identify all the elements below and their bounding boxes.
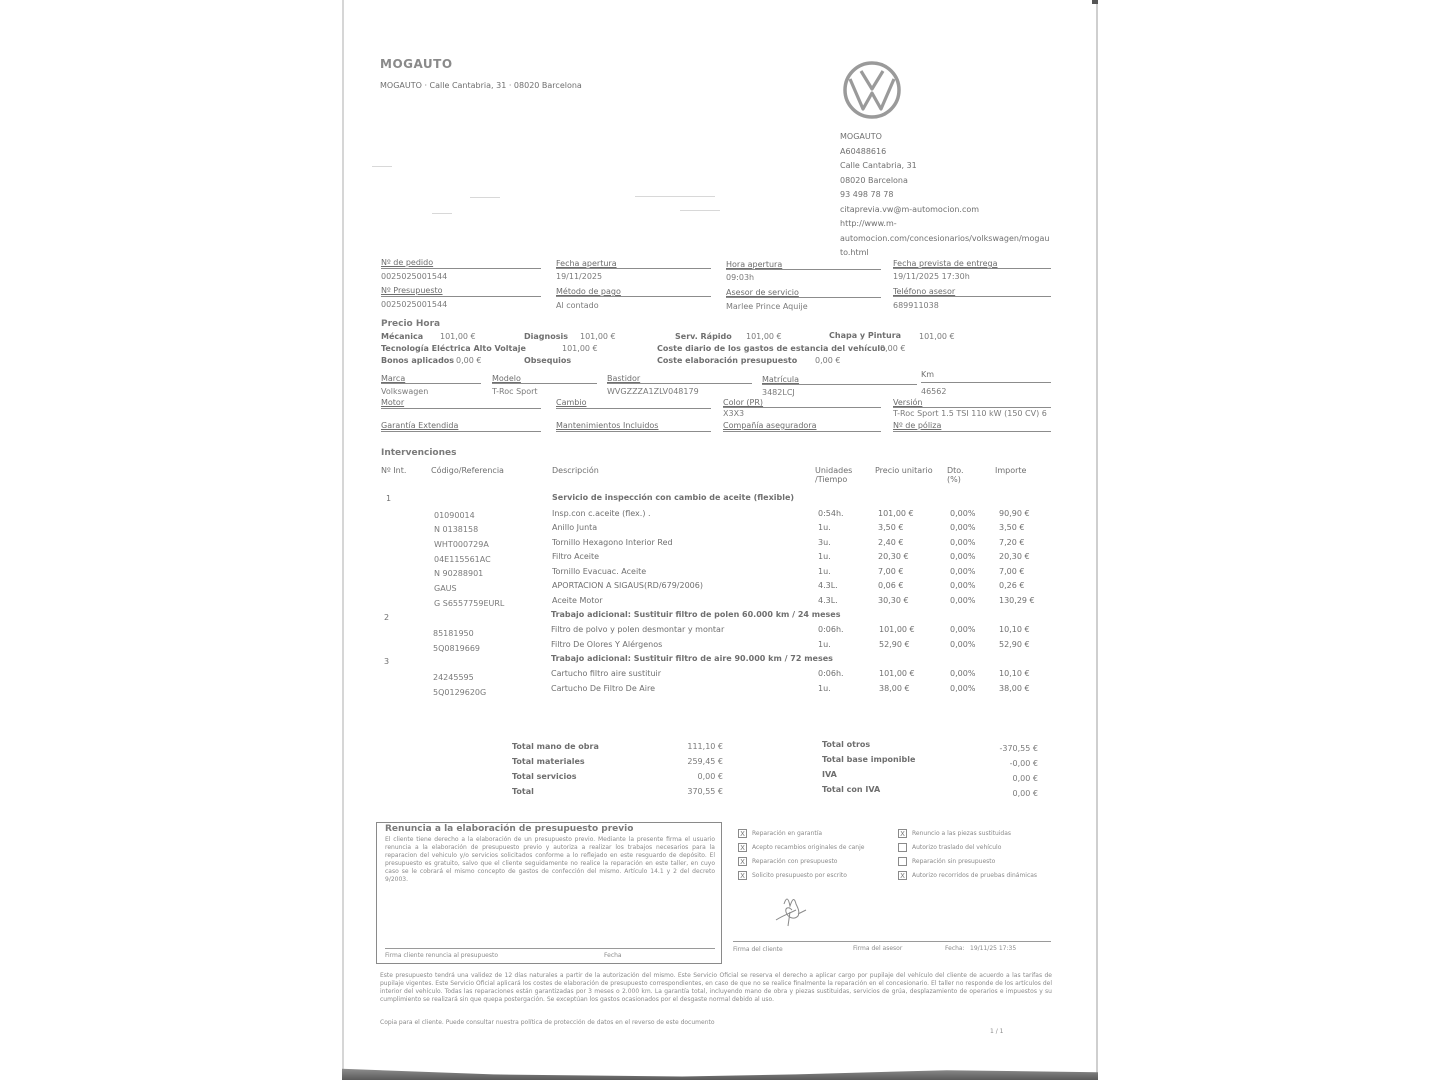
line-amount: 10,10 € xyxy=(999,625,1030,634)
line-price: 20,30 € xyxy=(878,552,909,561)
entrega-value: 19/11/2025 17:30h xyxy=(893,272,970,281)
contact-cif: A60488616 xyxy=(840,146,887,156)
group-1-title: Servicio de inspección con cambio de aceite (flexible) xyxy=(552,493,795,502)
line-dto: 0,00% xyxy=(950,640,976,649)
base-label: Total base imponible xyxy=(822,755,916,764)
mantenimientos-label: Mantenimientos Incluidos xyxy=(556,421,659,430)
diagnosis-label: Diagnosis xyxy=(524,332,568,341)
materiales-label: Total materiales xyxy=(512,757,585,766)
base-value: -0,00 € xyxy=(1009,759,1038,768)
checkbox-label: Reparación con presupuesto xyxy=(752,858,838,865)
line-code: G S6557759EURL xyxy=(434,599,505,608)
line-units: 0:54h. xyxy=(818,509,844,518)
page-number: 1 / 1 xyxy=(990,1028,1004,1035)
otros-value: -370,55 € xyxy=(999,744,1038,753)
checkbox-box[interactable]: X xyxy=(898,871,907,880)
line-units: 1u. xyxy=(818,684,831,693)
line-code: 24245595 xyxy=(433,673,474,682)
con-iva-label: Total con IVA xyxy=(822,785,881,794)
aseguradora-label: Compañía aseguradora xyxy=(723,421,817,430)
col-codigo: Código/Referencia xyxy=(431,466,504,475)
col-precio: Precio unitario xyxy=(875,466,933,475)
estancia-label: Coste diario de los gastos de estancia del vehículo xyxy=(657,344,886,353)
renuncia-title: Renuncia a la elaboración de presupuesto previo xyxy=(385,824,634,834)
pedido-value: 0025025001544 xyxy=(381,272,448,281)
line-price: 101,00 € xyxy=(878,509,914,518)
line-units: 3u. xyxy=(818,538,831,547)
checkbox-label: Reparación sin presupuesto xyxy=(912,858,996,865)
line-code: 04E115561AC xyxy=(434,555,491,564)
firma-fecha-value: 19/11/25 17:35 xyxy=(970,945,1017,952)
customer-signature-icon xyxy=(770,890,814,930)
line-desc: Tornillo Evacuac. Aceite xyxy=(552,567,647,576)
line-units: 1u. xyxy=(818,640,831,649)
estancia-value: 0,00 € xyxy=(880,344,906,353)
marca-label: Marca xyxy=(381,374,406,383)
group-1-number: 1 xyxy=(386,494,392,503)
firma-asesor-label: Firma del asesor xyxy=(853,945,903,952)
contact-url-3: to.html xyxy=(840,248,869,257)
line-dto: 0,00% xyxy=(950,552,976,561)
scan-smudge xyxy=(680,210,720,211)
scan-smudge xyxy=(372,166,392,167)
checkbox-box[interactable]: X xyxy=(738,871,747,880)
serv-rapido-value: 101,00 € xyxy=(746,332,782,341)
color-value: X3X3 xyxy=(723,409,745,418)
line-dto: 0,00% xyxy=(950,581,976,590)
divider xyxy=(556,431,711,432)
line-desc: APORTACION A SIGAUS(RD/679/2006) xyxy=(552,581,703,590)
checkbox-label: Solicito presupuesto por escrito xyxy=(752,872,847,879)
contact-phone: 93 498 78 78 xyxy=(840,190,894,199)
bastidor-value: WVGZZZA1ZLV048179 xyxy=(607,387,699,396)
modelo-label: Modelo xyxy=(492,374,521,383)
scan-corner-mark xyxy=(1092,0,1098,4)
iva-value: 0,00 € xyxy=(1012,774,1038,783)
firma-cliente-label: Firma del cliente xyxy=(733,946,783,953)
contact-street: Calle Cantabria, 31 xyxy=(840,161,917,170)
line-desc: Filtro de polvo y polen desmontar y montar xyxy=(551,625,725,634)
precio-hora-title: Precio Hora xyxy=(381,319,441,329)
color-label: Color (PR) xyxy=(723,398,764,407)
serv-rapido-label: Serv. Rápido xyxy=(675,332,732,341)
materiales-value: 259,45 € xyxy=(687,757,723,766)
line-price: 2,40 € xyxy=(878,538,904,547)
hora-apertura-label: Hora apertura xyxy=(726,260,783,269)
line-units: 1u. xyxy=(818,567,831,576)
line-dto: 0,00% xyxy=(950,538,976,547)
otros-label: Total otros xyxy=(822,740,871,749)
checkbox-label: Autorizo recorridos de pruebas dinámicas xyxy=(912,872,1038,879)
version-label: Versión xyxy=(893,398,923,407)
checkbox-box[interactable]: X xyxy=(898,829,907,838)
dealer-contact-block xyxy=(840,130,1049,261)
mano-obra-value: 111,10 € xyxy=(687,742,723,751)
con-iva-value: 0,00 € xyxy=(1012,789,1038,798)
line-amount: 52,90 € xyxy=(999,640,1030,649)
line-desc: Filtro De Olores Y Alérgenos xyxy=(551,640,663,649)
line-code: 85181950 xyxy=(433,629,474,638)
tec-electrica-value: 101,00 € xyxy=(562,344,598,353)
contact-url-2: automocion.com/concesionarios/volkswagen/mogau xyxy=(840,233,1050,243)
divider xyxy=(381,408,541,409)
line-dto: 0,00% xyxy=(950,625,976,634)
tel-asesor-label: Teléfono asesor xyxy=(893,287,956,296)
version-value: T-Roc Sport 1.5 TSI 110 kW (150 CV) 6 xyxy=(893,409,1047,418)
checkbox-box[interactable]: X xyxy=(738,857,747,866)
renuncia-firma-label: Firma cliente renuncia al presupuesto xyxy=(385,952,499,959)
line-amount: 0,26 € xyxy=(999,581,1025,590)
motor-label: Motor xyxy=(381,398,405,407)
col-unidades-1: Unidades xyxy=(815,466,853,475)
line-code: GAUS xyxy=(434,584,457,593)
col-dto-2: (%) xyxy=(947,475,961,484)
line-units: 1u. xyxy=(818,523,831,532)
line-desc: Cartucho filtro aire sustituir xyxy=(551,669,662,678)
line-price: 101,00 € xyxy=(879,669,915,678)
col-n-int: Nº Int. xyxy=(381,466,407,475)
line-code: 5Q0129620G xyxy=(433,688,487,697)
line-units: 0:06h. xyxy=(818,669,844,678)
line-dto: 0,00% xyxy=(950,523,976,532)
pago-value: Al contado xyxy=(556,301,599,310)
line-desc: Aceite Motor xyxy=(552,596,603,605)
firma-fecha-label: Fecha: xyxy=(945,945,965,952)
servicios-label: Total servicios xyxy=(512,772,577,781)
chapa-label: Chapa y Pintura xyxy=(829,331,902,340)
divider xyxy=(556,408,711,409)
line-price: 0,06 € xyxy=(878,581,904,590)
line-code: WHT000729A xyxy=(434,540,489,549)
mano-obra-label: Total mano de obra xyxy=(512,742,599,751)
line-amount: 7,20 € xyxy=(999,538,1025,547)
renuncia-fecha-label: Fecha xyxy=(604,952,622,959)
coste-presupuesto-label: Coste elaboración presupuesto xyxy=(657,356,798,365)
total-label: Total xyxy=(512,787,534,796)
contact-city: 08020 Barcelona xyxy=(840,175,908,185)
line-amount: 20,30 € xyxy=(999,552,1030,561)
divider xyxy=(921,382,1051,383)
renuncia-signature-line[interactable] xyxy=(385,948,715,949)
bastidor-label: Bastidor xyxy=(607,374,641,383)
scan-smudge xyxy=(432,213,452,214)
line-units: 4.3L. xyxy=(818,596,838,605)
line-price: 52,90 € xyxy=(879,640,910,649)
divider xyxy=(726,269,881,270)
line-code: 5Q0819669 xyxy=(433,644,481,653)
line-amount: 3,50 € xyxy=(999,523,1025,532)
entrega-label: Fecha prevista de entrega xyxy=(893,259,998,268)
group-3-number: 3 xyxy=(384,657,390,666)
bonos-value: 0,00 € xyxy=(456,356,482,365)
line-units: 1u. xyxy=(818,552,831,561)
presupuesto-value: 0025025001544 xyxy=(381,300,448,309)
bonos-label: Bonos aplicados xyxy=(381,356,455,365)
line-units: 0:06h. xyxy=(818,625,844,634)
tel-asesor-value: 689911038 xyxy=(893,301,939,310)
divider xyxy=(723,431,881,432)
divider xyxy=(556,268,711,269)
km-value: 46562 xyxy=(921,387,947,396)
divider xyxy=(893,407,1051,408)
divider xyxy=(893,431,1051,432)
renuncia-text: El cliente tiene derecho a la elaboración de un presupuesto previo. Mediante la presente firma el usuario renuncia a la elaboración de presupuesto previo y autoriza a realizar los trabajos necesarios para la reparacion del vehiculo y/o servicios solicitados conforme a lo reflejado en este resguardo de depósito. El presupuesto es gratuito, salvo que el cliente seguidamente no realice la reparación en este taller, en cuyo caso se le cobrará el mismo concepto de gastos de confección del mismo. Artículo 14.1 y 2 del decreto 9/2003. xyxy=(385,836,715,883)
checkbox-box[interactable] xyxy=(898,843,907,852)
matricula-value: 3482LCJ xyxy=(762,388,795,397)
line-dto: 0,00% xyxy=(950,684,976,693)
line-price: 7,00 € xyxy=(878,567,904,576)
line-price: 101,00 € xyxy=(879,625,915,634)
line-dto: 0,00% xyxy=(950,509,976,518)
line-desc: Anillo Junta xyxy=(552,523,598,532)
line-amount: 130,29 € xyxy=(999,596,1035,605)
copy-note: Copia para el cliente. Puede consultar nuestra política de protección de datos en el reverso de este documento xyxy=(380,1019,715,1026)
checkbox-label: Autorizo traslado del vehículo xyxy=(912,844,1002,851)
checkbox-box[interactable] xyxy=(898,857,907,866)
cambio-label: Cambio xyxy=(556,398,587,407)
group-2-title: Trabajo adicional: Sustituir filtro de polen 60.000 km / 24 meses xyxy=(551,610,841,619)
line-desc: Filtro Aceite xyxy=(552,552,600,561)
checkbox-box[interactable]: X xyxy=(738,843,747,852)
presupuesto-label: Nº Presupuesto xyxy=(381,286,443,295)
line-amount: 10,10 € xyxy=(999,669,1030,678)
divider xyxy=(381,431,541,432)
scan-smudge xyxy=(635,196,715,197)
line-dto: 0,00% xyxy=(950,669,976,678)
divider xyxy=(607,383,752,384)
line-code: N 0138158 xyxy=(434,525,479,534)
poliza-label: Nº de póliza xyxy=(893,421,942,430)
contact-name: MOGAUTO xyxy=(840,132,882,141)
group-2-number: 2 xyxy=(384,613,390,622)
contact-url-1: http://www.m- xyxy=(840,219,897,228)
divider xyxy=(556,296,711,297)
divider xyxy=(726,297,881,298)
checkbox-label: Acepto recambios originales de canje xyxy=(752,844,865,851)
line-dto: 0,00% xyxy=(950,596,976,605)
volkswagen-logo-icon xyxy=(842,60,902,120)
servicios-value: 0,00 € xyxy=(697,772,723,781)
col-importe: Importe xyxy=(995,466,1027,475)
tec-electrica-label: Tecnología Eléctrica Alto Voltaje xyxy=(381,344,526,353)
divider xyxy=(893,268,1051,269)
garantia-label: Garantía Extendida xyxy=(381,421,459,430)
col-descripcion: Descripción xyxy=(552,466,599,475)
divider xyxy=(381,383,481,384)
line-price: 38,00 € xyxy=(879,684,910,693)
hora-apertura-value: 09:03h xyxy=(726,273,755,282)
group-3-title: Trabajo adicional: Sustituir filtro de aire 90.000 km / 72 meses xyxy=(551,654,833,663)
col-unidades xyxy=(815,466,852,484)
divider xyxy=(381,296,541,297)
obsequios-label: Obsequios xyxy=(524,356,572,365)
asesor-value: Marlee Prince Aquije xyxy=(726,302,808,311)
col-dto-1: Dto. xyxy=(947,466,964,475)
line-amount: 7,00 € xyxy=(999,567,1025,576)
iva-label: IVA xyxy=(822,770,837,779)
diagnosis-value: 101,00 € xyxy=(580,332,616,341)
divider xyxy=(762,384,917,385)
asesor-label: Asesor de servicio xyxy=(726,288,799,297)
mecanica-value: 101,00 € xyxy=(440,332,476,341)
signature-line[interactable] xyxy=(733,941,1051,942)
col-dto xyxy=(947,466,964,484)
contact-email: citaprevia.vw@m-automocion.com xyxy=(840,204,980,214)
fecha-apertura-value: 19/11/2025 xyxy=(556,272,603,281)
divider xyxy=(492,383,597,384)
line-amount: 90,90 € xyxy=(999,509,1030,518)
interventions-title: Intervenciones xyxy=(381,448,457,458)
line-desc: Tornillo Hexagono Interior Red xyxy=(552,538,673,547)
mecanica-label: Mécanica xyxy=(381,332,424,341)
line-price: 3,50 € xyxy=(878,523,904,532)
col-unidades-2: /Tiempo xyxy=(815,475,848,484)
line-code: 01090014 xyxy=(434,511,475,520)
matricula-label: Matrícula xyxy=(762,375,800,384)
line-amount: 38,00 € xyxy=(999,684,1030,693)
marca-value: Volkswagen xyxy=(381,387,429,396)
line-desc: Cartucho De Filtro De Aire xyxy=(551,684,656,693)
legal-text: Este presupuesto tendrá una validez de 12 días naturales a partir de la autorización del mismo. Este Servicio Oficial se reserva el derecho a aplicar cargo por pupilaje del vehículo del cliente de acuerdo a las tarifas de pupilaje vigentes. Este Servicio Oficial aplicará los costes de elaboración de presupuesto correspondientes, en caso de que no se realice finalmente la reparación en el concesionario. El taller no responde de los artículos del interior del vehículo. Todas las reparaciones están garantizadas por 3 meses o 2.000 km. La garantía total, incluyendo mano de obra y piezas sustituidas, servicios de grúa, desplazamiento de operarios e impuestos y su cumplimiento se realizará sin que quepa postergación. Se exceptúan los gastos ocasionados por el desgaste normal debido al uso. xyxy=(380,972,1052,1003)
checkbox-label: Reparación en garantía xyxy=(752,830,823,837)
divider xyxy=(893,296,1051,297)
line-units: 4.3L. xyxy=(818,581,838,590)
coste-presupuesto-value: 0,00 € xyxy=(815,356,841,365)
divider xyxy=(723,407,881,408)
chapa-value: 101,00 € xyxy=(919,332,955,341)
dealer-address-line: MOGAUTO · Calle Cantabria, 31 · 08020 Barcelona xyxy=(380,81,582,90)
divider xyxy=(381,268,541,269)
scan-smudge xyxy=(470,197,500,198)
line-code: N 90288901 xyxy=(434,569,484,578)
line-price: 30,30 € xyxy=(878,596,909,605)
total-value: 370,55 € xyxy=(687,787,723,796)
km-label: Km xyxy=(921,370,935,379)
pedido-label: Nº de pedido xyxy=(381,258,434,267)
modelo-value: T-Roc Sport xyxy=(492,387,538,396)
dealer-brand: MOGAUTO xyxy=(380,57,453,71)
pago-label: Método de pago xyxy=(556,287,621,296)
line-dto: 0,00% xyxy=(950,567,976,576)
fecha-apertura-label: Fecha apertura xyxy=(556,259,617,268)
checkbox-label: Renuncio a las piezas sustituidas xyxy=(912,830,1012,837)
checkbox-box[interactable]: X xyxy=(738,829,747,838)
line-desc: Insp.con c.aceite (flex.) . xyxy=(552,509,651,518)
